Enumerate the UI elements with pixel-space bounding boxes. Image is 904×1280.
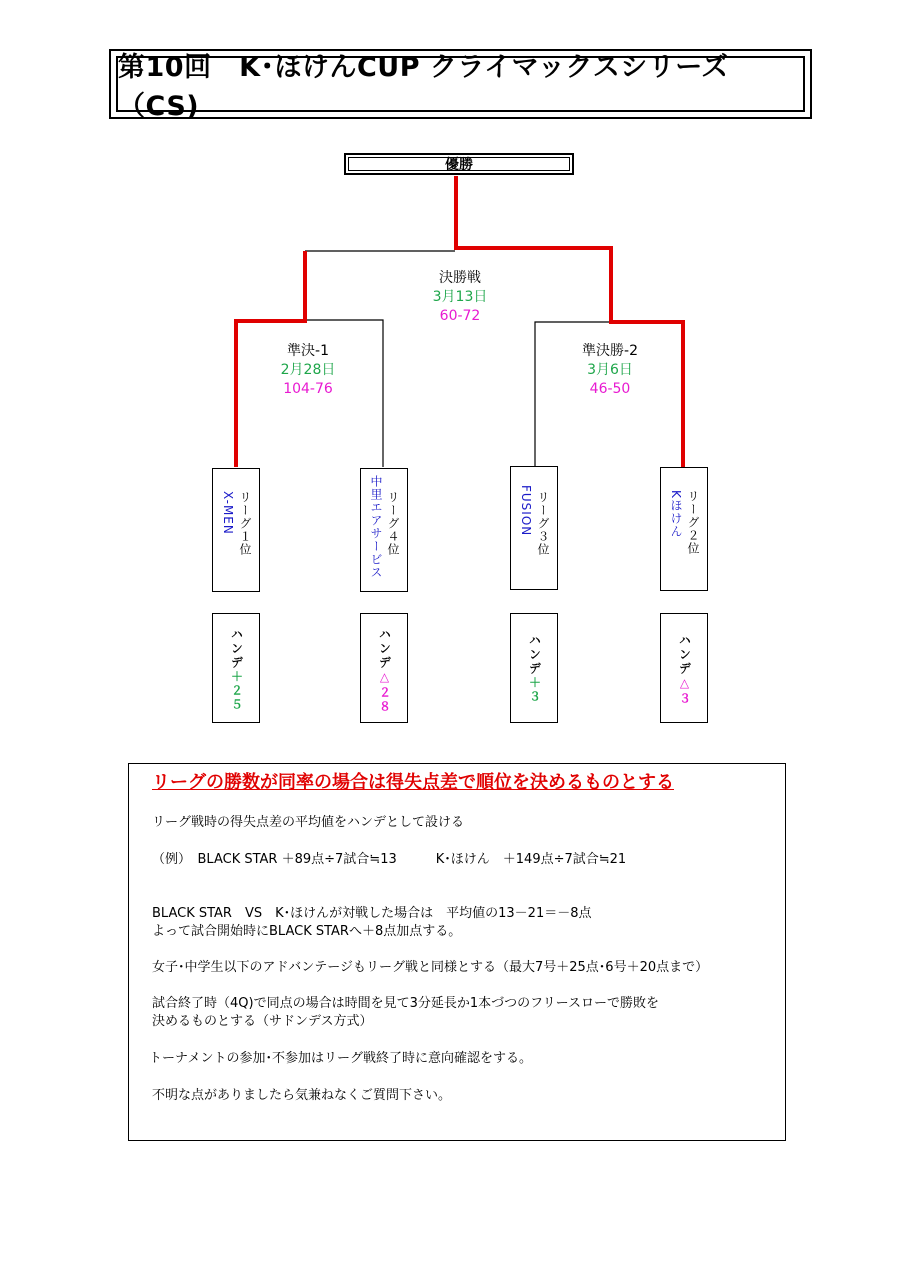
team-box-1: [212, 468, 260, 592]
champion-box: [344, 153, 574, 175]
hande-label: ハンデ: [229, 628, 244, 670]
team-name: Kほけん: [669, 490, 683, 538]
page-title: 第10回 K･ほけんCUP クライマックスシリーズ（CS): [118, 52, 729, 122]
hande-text: [528, 634, 541, 722]
rule-line-1: リーグ戦時の得失点差の平均値をハンデとして設ける: [152, 815, 465, 830]
hande-value: △２８: [377, 670, 392, 714]
hande-label: ハンデ: [377, 628, 392, 670]
rule-line-5: 女子･中学生以下のアドバンテージもリーグ戦と同様とする（最大7号＋25点･6号＋20点まで）: [152, 960, 709, 975]
team-box-3: [510, 466, 558, 590]
rule-line-6: 試合終了時（4Q)で同点の場合は時間を見て3分延長か1本づつのフリースローで勝敗を: [152, 996, 659, 1011]
hande-box-2: [360, 613, 408, 723]
rule-line-4: よって試合開始時にBLACK STARへ＋8点加点する。: [152, 924, 462, 939]
semi1-score: 104-76: [283, 381, 333, 397]
team-rank: リーグ１位: [238, 491, 252, 556]
semi2-match-label: [530, 342, 690, 399]
rule-line-3: BLACK STAR VS K･ほけんが対戦した場合は 平均値の13－21＝－8点: [152, 906, 592, 921]
semi2-name: 準決勝-2: [582, 343, 638, 359]
final-date: 3月13日: [432, 289, 488, 305]
rules-box: [128, 763, 786, 1141]
final-score: 60-72: [439, 308, 481, 324]
hande-box-4: [660, 613, 708, 723]
hande-text: [378, 628, 391, 722]
team-box-2: [360, 468, 408, 592]
semi2-date: 3月6日: [587, 362, 633, 378]
champion-label: 優勝: [445, 157, 473, 173]
semi1-match-label: [228, 342, 388, 399]
rule-line-8: トーナメントの参加･不参加はリーグ戦終了時に意向確認をする。: [149, 1051, 532, 1066]
hande-label: ハンデ: [677, 634, 692, 676]
final-match-label: [380, 269, 540, 326]
team-rank: リーグ４位: [386, 491, 400, 556]
semi1-name: 準決-1: [287, 343, 329, 359]
hande-box-1: [212, 613, 260, 723]
hande-value: △３: [677, 676, 692, 706]
team-rank: リーグ３位: [536, 491, 550, 556]
rule-line-7: 決めるものとする（サドンデス方式）: [152, 1014, 373, 1029]
team-box-4: [660, 467, 708, 591]
semi2-score: 46-50: [589, 381, 631, 397]
final-name: 決勝戦: [439, 270, 481, 286]
team-name: X-MEN: [221, 491, 235, 535]
team-rank: リーグ２位: [686, 490, 700, 555]
rule-line-9: 不明な点がありましたら気兼ねなくご質問下さい。: [152, 1088, 452, 1103]
hande-text: [678, 634, 691, 722]
hande-value: ＋３: [527, 676, 542, 704]
team-name: FUSION: [519, 485, 533, 537]
hande-value: ＋２５: [229, 670, 244, 712]
rules-heading: リーグの勝数が同率の場合は得失点差で順位を決めるものとする: [152, 772, 674, 793]
hande-box-3: [510, 613, 558, 723]
hande-label: ハンデ: [527, 634, 542, 676]
hande-text: [230, 628, 243, 722]
team-name: 中里エアサービス: [369, 475, 383, 579]
rule-line-2: （例） BLACK STAR ＋89点÷7試合≒13 K･ほけん ＋149点÷7試合≒21: [152, 852, 627, 867]
semi1-date: 2月28日: [280, 362, 336, 378]
